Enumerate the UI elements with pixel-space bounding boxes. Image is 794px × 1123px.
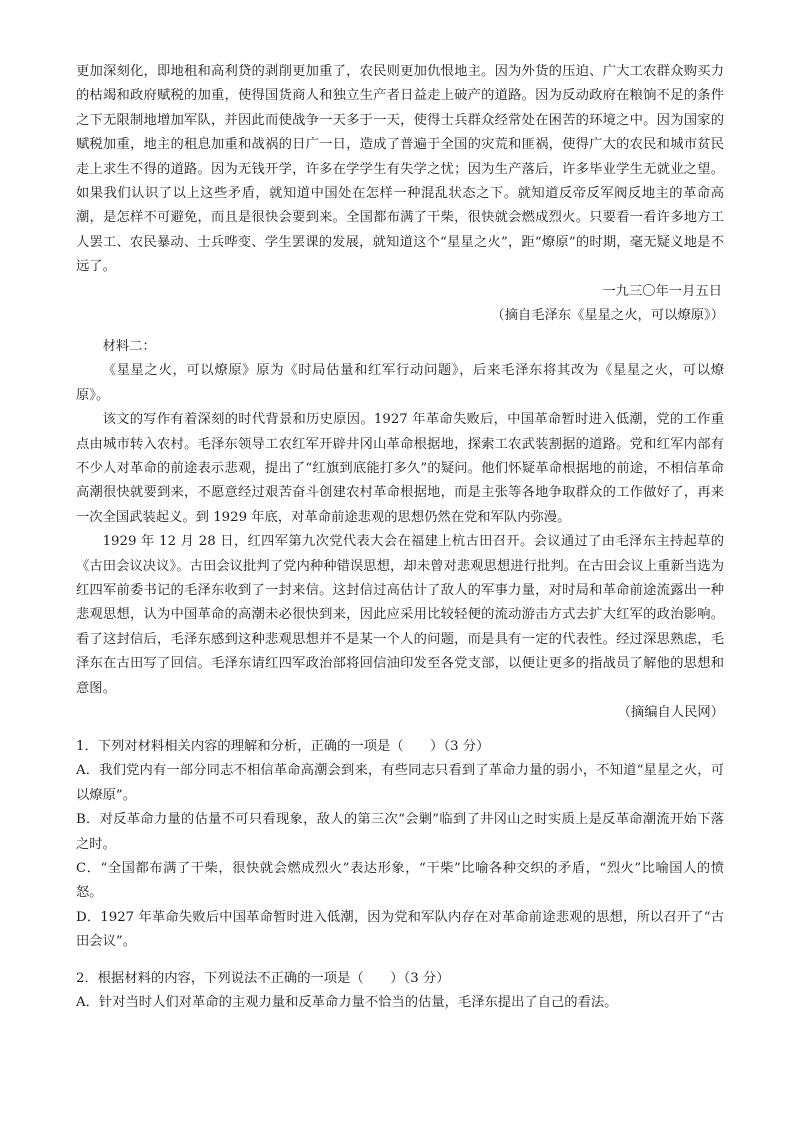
- material-two-paragraph: 《星星之火，可以燎原》原为《时局估量和红军行动问题》，后来毛泽东将其改为《星星之火，可以燎原》。: [76, 363, 724, 403]
- material-two-paragraph: 该文的写作有着深刻的时代背景和历史原因。1927 年革命失败后，中国革命暂时进入低潮，党的工作重点由城市转入农村。毛泽东领导工农红军开辟井冈山革命根据地，探索工农武装割据的道路。党和红军内部有不少人对革命的前途表示悲观，提出了“红旗到底能打多久”的疑问。他们怀疑革命根据地的前途，不相信革命高潮很快就要到来，不愿意经过艰苦奋斗创建农村革命根据地，而是主张等各地争取群众的工作做好了，再来一次全国武装起义。到 1929 年底，对革命前途悲观的思想仍然在党和军队内弥漫。: [76, 412, 724, 525]
- material-one-paragraph: 更加深刻化，即地租和高利贷的剥削更加重了，农民则更加仇恨地主。因为外货的压迫、广大工农群众购买力的枯竭和政府赋税的加重，使得国货商人和独立生产者日益走上破产的道路。因为反动政府在粮饷不足的条件之下无限制地增加军队，并因此而使战争一天多于一天，使得士兵群众经常处在困苦的环境之中。因为国家的赋税加重，地主的租息加重和战祸的日广一日，造成了普遍于全国的灾荒和匪祸，使得广大的农民和城市贫民走上求生不得的道路。因为无钱开学，许多在学学生有失学之忧；因为生产落后，许多毕业学生无就业之望。如果我们认识了以上这些矛盾，就知道中国处在怎样一种混乱状态之下。就知道反帝反军阀反地主的革命高潮，是怎样不可避免，而且是很快会要到来。全国都布满了干柴，很快就会燃成烈火。只要看一看许多地方工人罢工、农民暴动、士兵哗变、学生罢课的发展，就知道这个“星星之火”，距“燎原”的时期，毫无疑义地是不远了。: [76, 64, 724, 275]
- question-one-option-a: A．我们党内有一部分同志不相信革命高潮会到来，有些同志只看到了革命力量的弱小，不知道“星星之火，可以燎原”。: [76, 763, 724, 803]
- material-two: [76, 335, 724, 726]
- question-two-stem: 2．根据材料的内容，下列说法不正确的一项是（ ）（3 分）: [76, 971, 450, 986]
- question-two-option-a: A．针对当时人们对革命的主观力量和反革命力量不恰当的估量，毛泽东提出了自己的看法。: [76, 995, 618, 1011]
- material-one-source: （摘自毛泽东《星星之火，可以燎原》）: [491, 308, 724, 324]
- material-two-source: （摘编自人民网）: [617, 705, 724, 721]
- material-one-date: 一九三〇年一月五日: [602, 283, 722, 299]
- question-one-option-d: D．1927 年革命失败后中国革命暂时进入低潮，因为党和军队内存在对革命前途悲观的思想，所以召开了“古田会议”。: [76, 909, 724, 950]
- question-one-stem: 1．下列对材料相关内容的理解和分析，正确的一项是（ ）（3 分）: [76, 739, 490, 754]
- question-one-option-c: C．“全国都布满了干柴，很快就会燃成烈火”表达形象，“干柴”比喻各种交织的矛盾，“烈火”比喻国人的愤怒。: [76, 861, 724, 901]
- question-one-option-b: B．对反革命力量的估量不可只看现象，敌人的第三次“会剿”临到了井冈山之时实质上是反革命潮流开始下落之时。: [76, 812, 724, 852]
- material-two-paragraph: 1929 年 12 月 28 日，红四军第九次党代表大会在福建上杭古田召开。会议通过了由毛泽东主持起草的《古田会议决议》。古田会议批判了党内种种错误思想，却未曾对悲观思想进行批判。在古田会议上重新当选为红四军前委书记的毛泽东收到了一封来信。这封信过高估计了敌人的军事力量，对时局和革命前途流露出一种悲观思想，认为中国革命的高潮未必很快到来，因此应采用比较轻便的流动游击方式去扩大红军的政治影响。看了这封信后，毛泽东感到这种悲观思想并不是某一个人的问题，而是具有一定的代表性。经过深思熟虑，毛泽东在古田写了回信。毛泽东请红四军政治部将回信油印发至各党支部，以便让更多的指战员了解他的思想和意图。: [76, 534, 724, 696]
- material-two-heading: 材料二：: [102, 339, 156, 354]
- question-one: [76, 735, 724, 955]
- material-one: [76, 60, 724, 328]
- question-two: [76, 967, 724, 1016]
